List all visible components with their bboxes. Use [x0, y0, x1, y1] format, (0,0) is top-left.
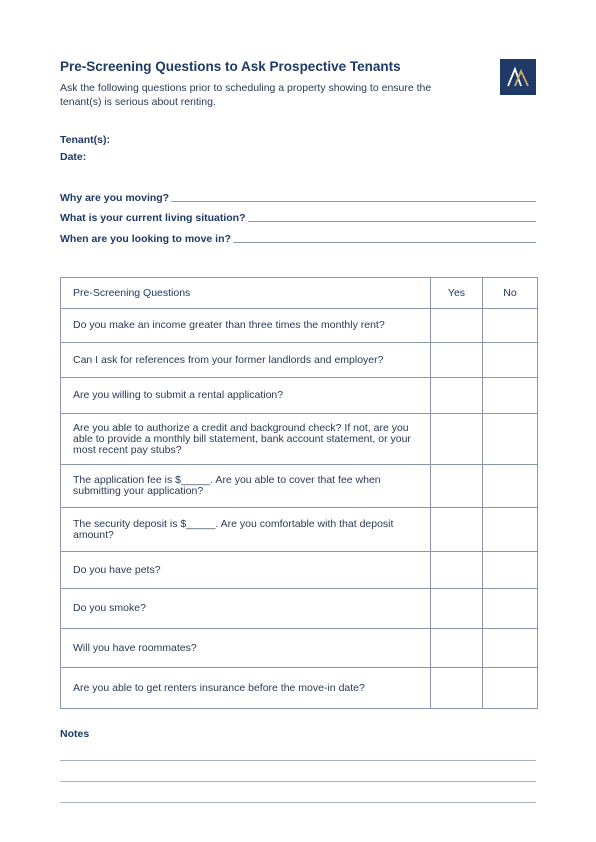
notes-label: Notes: [60, 728, 90, 740]
date-label: Date:: [60, 151, 87, 163]
no-cell[interactable]: [483, 309, 538, 343]
table-row: [61, 309, 538, 343]
yes-cell[interactable]: [431, 589, 483, 629]
table-row: [61, 508, 538, 552]
yes-cell[interactable]: [431, 378, 483, 414]
yes-cell[interactable]: [431, 552, 483, 589]
open-question-text: What is your current living situation?: [60, 212, 246, 224]
no-cell[interactable]: [483, 465, 538, 508]
no-cell[interactable]: [483, 414, 538, 465]
notes-line[interactable]: [60, 802, 536, 803]
no-cell[interactable]: [483, 668, 538, 709]
tenants-label: Tenant(s):: [60, 134, 110, 146]
yes-cell[interactable]: [431, 629, 483, 668]
no-cell[interactable]: [483, 508, 538, 552]
open-question-moving: [60, 192, 536, 204]
pre-screening-table: [60, 277, 538, 709]
table-row: [61, 552, 538, 589]
column-header-no: No: [483, 278, 538, 309]
question-cell: Can I ask for references from your former landlords and employer?: [61, 343, 431, 378]
table-row: [61, 465, 538, 508]
notes-line[interactable]: [60, 781, 536, 782]
open-question-text: When are you looking to move in?: [60, 233, 231, 245]
question-cell: Do you make an income greater than three times the monthly rent?: [61, 309, 431, 343]
no-cell[interactable]: [483, 552, 538, 589]
yes-cell[interactable]: [431, 414, 483, 465]
open-question-living-situation: [60, 212, 536, 224]
page-title: Pre-Screening Questions to Ask Prospective Tenants: [60, 59, 401, 74]
answer-line[interactable]: [248, 220, 536, 222]
open-question-move-in: [60, 233, 536, 245]
no-cell[interactable]: [483, 629, 538, 668]
column-header-questions: Pre-Screening Questions: [61, 278, 431, 309]
yes-cell[interactable]: [431, 343, 483, 378]
yes-cell[interactable]: [431, 309, 483, 343]
answer-line[interactable]: [171, 200, 536, 202]
yes-cell[interactable]: [431, 465, 483, 508]
table-header-row: [61, 278, 538, 309]
question-cell: The application fee is $_____. Are you able to cover that fee when submitting your application?: [61, 465, 431, 508]
table-row: [61, 343, 538, 378]
no-cell[interactable]: [483, 343, 538, 378]
yes-cell[interactable]: [431, 508, 483, 552]
question-cell: Are you willing to submit a rental application?: [61, 378, 431, 414]
question-cell: Do you have pets?: [61, 552, 431, 589]
answer-line[interactable]: [233, 241, 536, 243]
open-question-text: Why are you moving?: [60, 192, 170, 204]
notes-line[interactable]: [60, 760, 536, 761]
column-header-yes: Yes: [431, 278, 483, 309]
no-cell[interactable]: [483, 589, 538, 629]
intro-text: Ask the following questions prior to scheduling a property showing to ensure the tenant(s) is serious about renting.: [60, 82, 432, 108]
table-row: [61, 629, 538, 668]
question-cell: Are you able to authorize a credit and background check? If not, are you able to provide a monthly bill statement, bank account statement, or your most recent pay stubs?: [61, 414, 431, 465]
mountain-peaks-logo-icon: [500, 59, 536, 95]
table-row: [61, 414, 538, 465]
question-cell: Are you able to get renters insurance before the move-in date?: [61, 668, 431, 709]
question-cell: Do you smoke?: [61, 589, 431, 629]
table-row: [61, 668, 538, 709]
yes-cell[interactable]: [431, 668, 483, 709]
question-cell: The security deposit is $_____. Are you comfortable with that deposit amount?: [61, 508, 431, 552]
table-row: [61, 378, 538, 414]
no-cell[interactable]: [483, 378, 538, 414]
question-cell: Will you have roommates?: [61, 629, 431, 668]
table-row: [61, 589, 538, 629]
